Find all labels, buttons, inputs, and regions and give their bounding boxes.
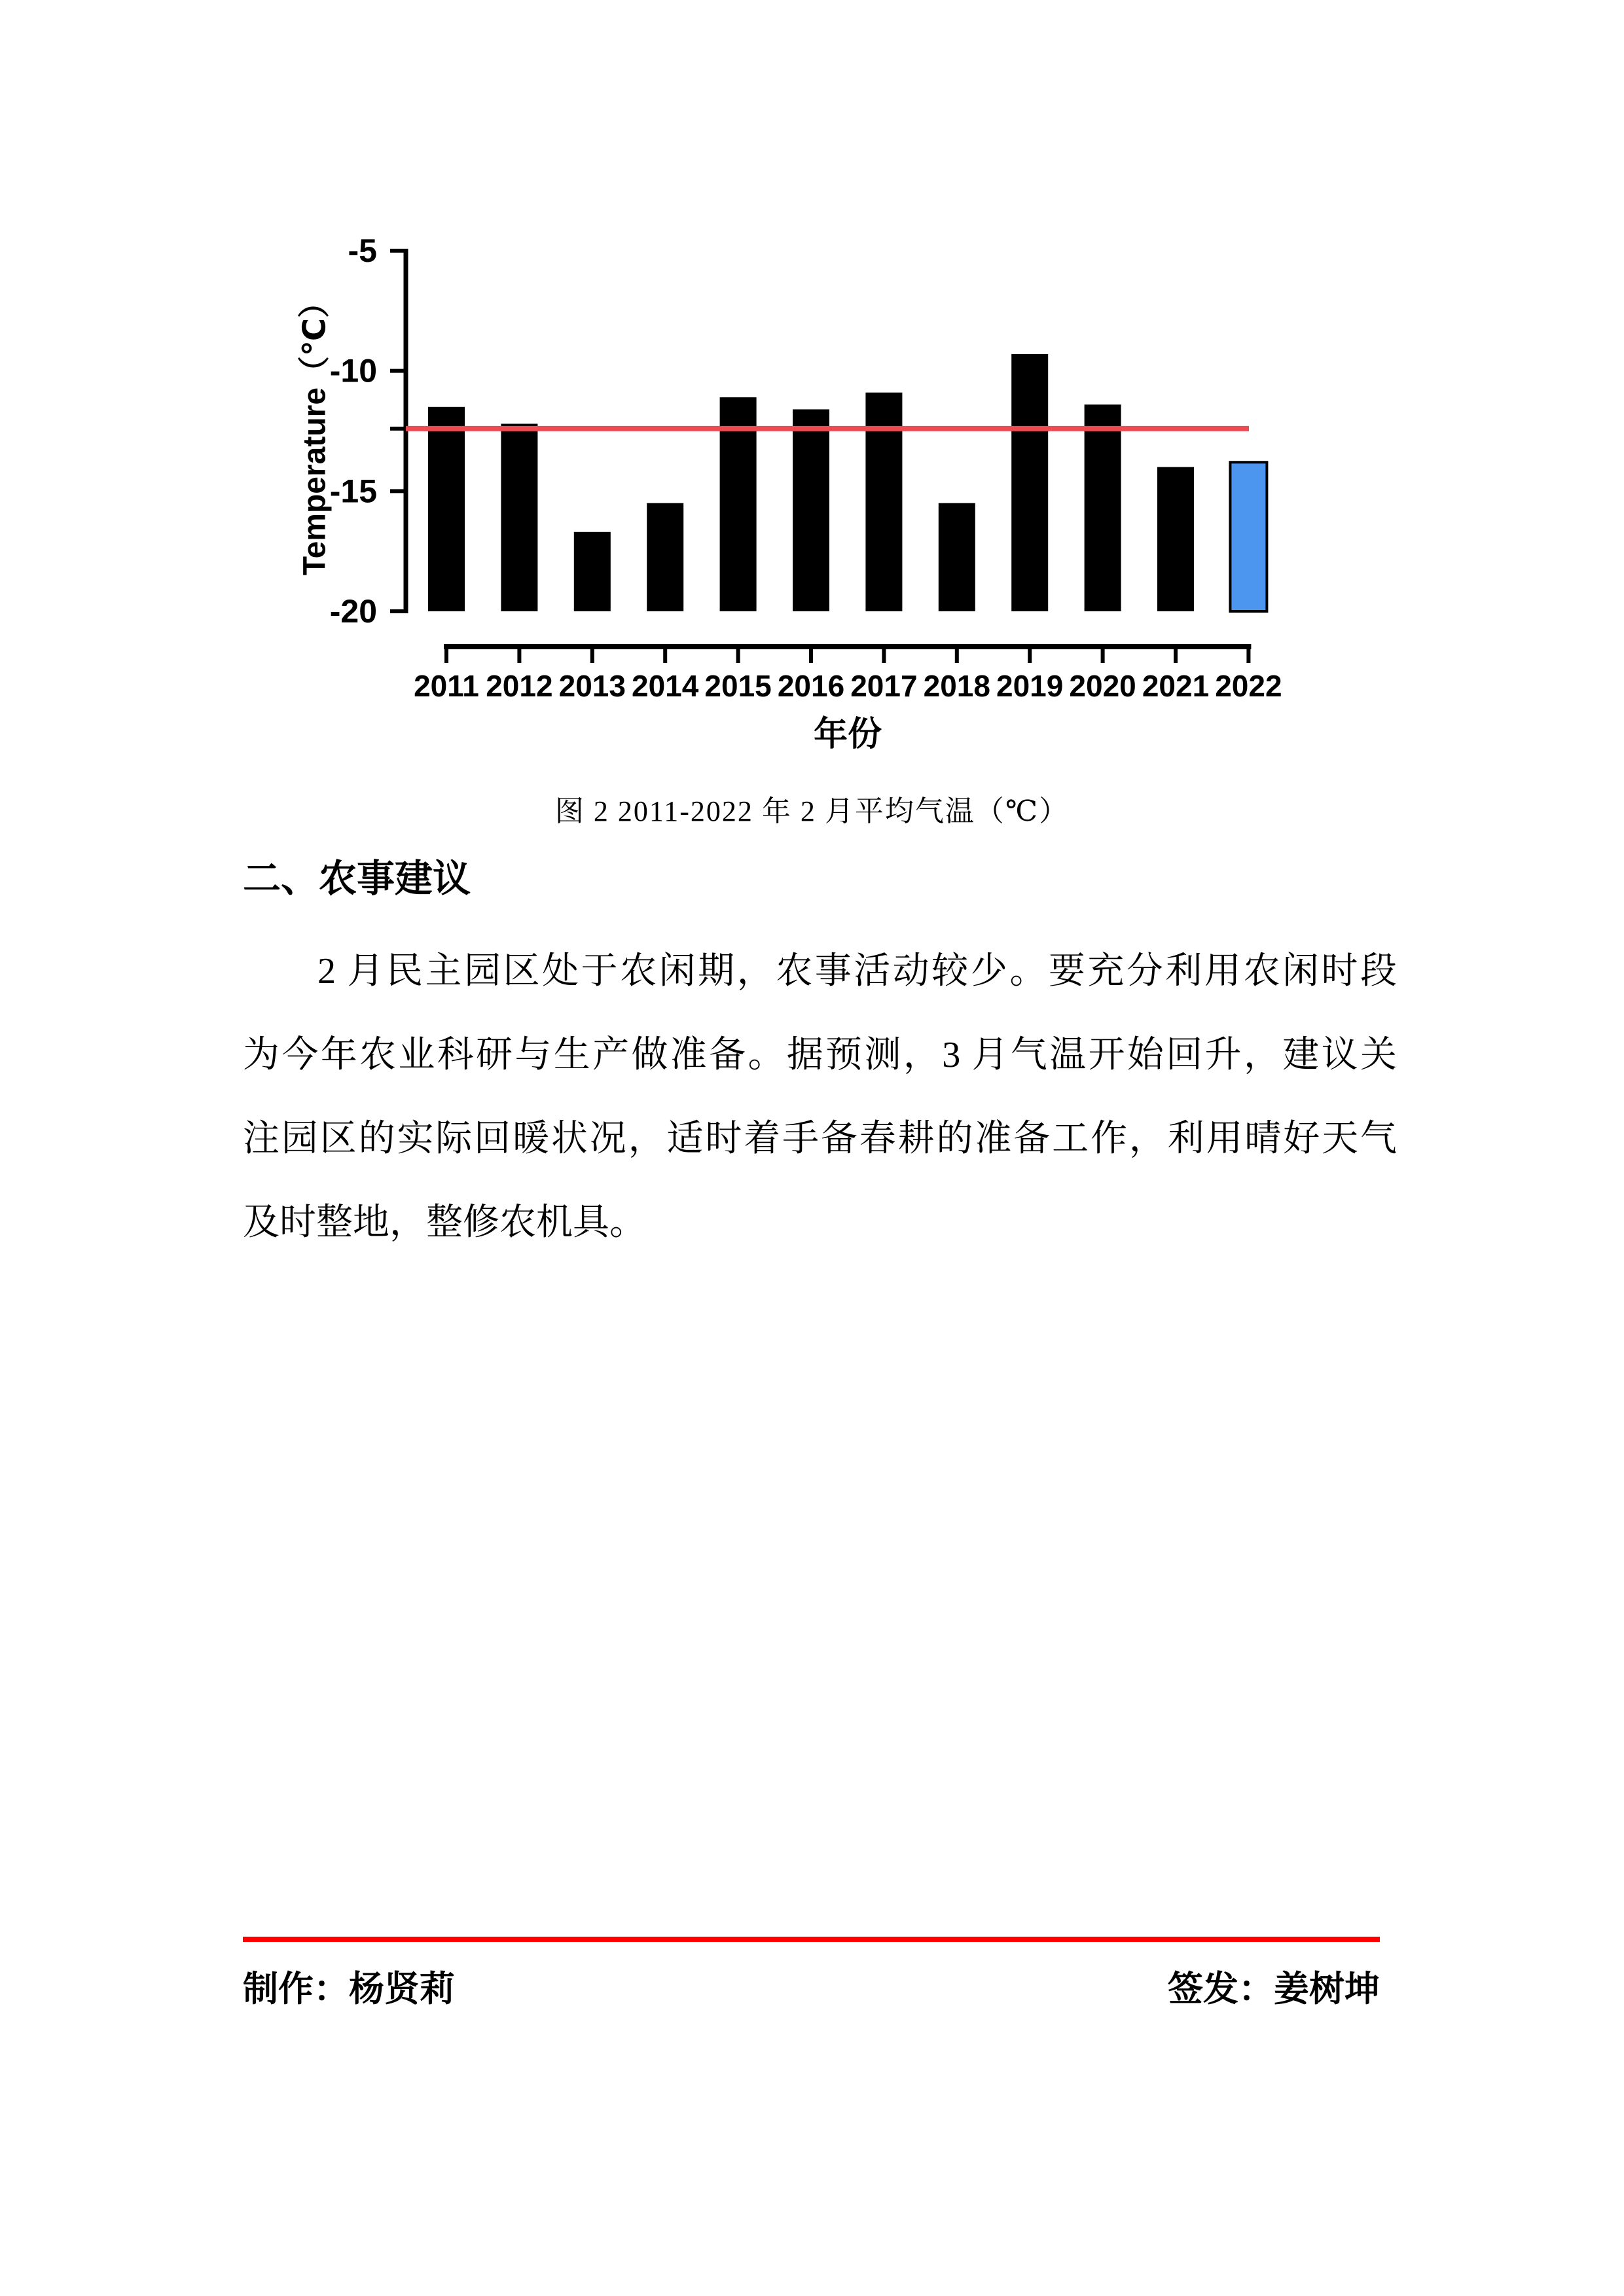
x-tick-label-2022: 2022 (1215, 669, 1282, 703)
x-tick-label-2019: 2019 (996, 669, 1064, 703)
x-tick-label-2018: 2018 (923, 669, 990, 703)
bar-2013 (574, 532, 611, 611)
bar-2022 (1230, 462, 1267, 611)
section-heading: 二、农事建议 (243, 857, 471, 900)
x-tick-label-2017: 2017 (850, 669, 918, 703)
maker-credit: 制作：杨贤莉 (243, 1969, 455, 2009)
body-paragraph (243, 929, 1397, 1265)
bar-2011 (428, 407, 465, 611)
issuer-credit: 签发：姜树坤 (1168, 1969, 1380, 2009)
y-axis-title: Temperature（℃） (297, 286, 333, 576)
x-tick-label-2011: 2011 (414, 669, 479, 703)
bar-2014 (647, 503, 683, 611)
x-tick-label-2014: 2014 (632, 669, 699, 703)
temperature-bar-chart (0, 0, 1624, 785)
x-tick-label-2020: 2020 (1069, 669, 1136, 703)
bar-2020 (1085, 404, 1121, 611)
footer-divider (243, 1937, 1380, 1942)
x-tick-label-2012: 2012 (486, 669, 553, 703)
figure-caption: 图 2 2011-2022 年 2 月平均气温（℃） (554, 795, 1070, 827)
bar-2019 (1011, 354, 1048, 611)
y-tick-label--10: -10 (329, 352, 377, 389)
x-axis-title: 年份 (813, 715, 882, 753)
y-tick-label--5: -5 (348, 232, 377, 269)
y-tick-label--20: -20 (329, 593, 377, 630)
footer (243, 1967, 1380, 2011)
x-tick-label-2021: 2021 (1142, 669, 1210, 703)
paragraph-line-4: 及时整地，整修农机具。 (243, 1202, 646, 1243)
paragraph-line-3: 注园区的实际回暖状况，适时着手备春耕的准备工作，利用晴好天气 (243, 1119, 1397, 1159)
y-tick-label--15: -15 (329, 473, 377, 510)
x-tick-label-2015: 2015 (704, 669, 772, 703)
bar-2021 (1157, 467, 1194, 611)
bar-2018 (939, 503, 975, 611)
x-tick-label-2016: 2016 (777, 669, 845, 703)
paragraph-line-1: 2 月民主园区处于农闲期，农事活动较少。要充分利用农闲时段 (317, 951, 1397, 992)
paragraph-line-2: 为今年农业科研与生产做准备。据预测，3 月气温开始回升，建议关 (243, 1035, 1398, 1075)
x-tick-label-2013: 2013 (558, 669, 626, 703)
bar-2016 (793, 409, 829, 611)
bar-2012 (501, 423, 537, 611)
bar-2017 (865, 393, 902, 611)
